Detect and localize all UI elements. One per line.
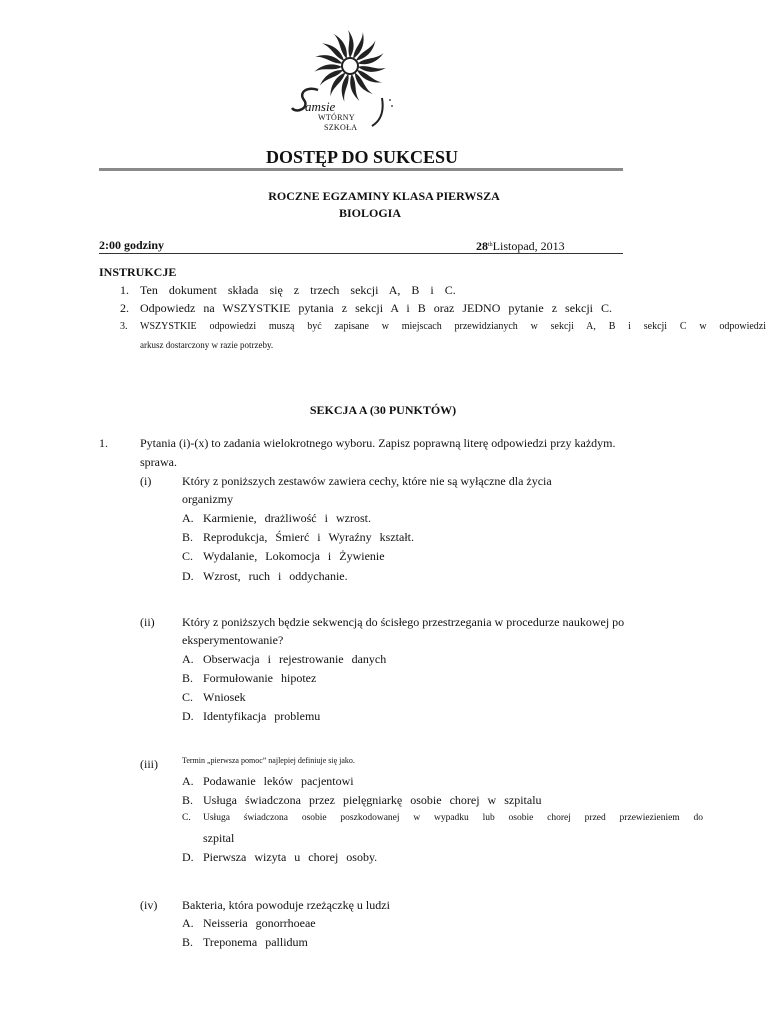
date-suffix: th	[488, 242, 493, 248]
date-rest: Listopad, 2013	[492, 239, 565, 253]
question-ii-text: Który z poniższych będzie sekwencją do ścisłego przestrzegania w procedurze naukowej po	[182, 615, 625, 629]
logo-text-name: amsie	[305, 99, 336, 114]
question-ii-option-c: C. Wniosek	[182, 690, 246, 704]
exam-subject: BIOLOGIA	[338, 206, 401, 220]
exam-subtitle: ROCZNE EGZAMINY KLASA PIERWSZA	[268, 189, 500, 203]
question-ii-option-d: D. Identyfikacja problemu	[182, 709, 321, 723]
instruction-num-1: 1.	[120, 283, 129, 297]
question-1-intro-cont: sprawa.	[140, 455, 177, 469]
question-i-text: Który z poniższych zestawów zawiera cechy, które nie są wyłączne dla życia	[182, 474, 552, 488]
question-iv-option-b: B. Treponema pallidum	[182, 935, 308, 949]
logo-text-type: WTÓRNY	[318, 113, 355, 122]
section-a-heading: SEKCJA A (30 PUNKTÓW)	[309, 403, 457, 417]
question-iii-option-d: D. Pierwsza wizyta u chorej osoby.	[182, 850, 378, 864]
instruction-text-2: Odpowiedz na WSZYSTKIE pytania z sekcji A i B oraz JEDNO pytanie z sekcji C.	[140, 301, 613, 315]
question-i-text-cont: organizmy	[182, 492, 234, 506]
instruction-text-3-cont: arkusz dostarczony w razie potrzeby.	[140, 340, 274, 350]
question-i-num: (i)	[140, 474, 152, 488]
question-i-option-a: A. Karmienie, drażliwość i wzrost.	[182, 511, 371, 525]
question-i-option-b: B. Reprodukcja, Śmierć i Wyraźny kształt.	[182, 530, 414, 544]
instruction-num-2: 2.	[120, 301, 129, 315]
exam-date	[476, 238, 565, 253]
question-ii-option-a: A. Obserwacja i rejestrowanie danych	[182, 652, 387, 666]
question-iii-num: (iii)	[140, 757, 158, 771]
question-i-option-d: D. Wzrost, ruch i oddychanie.	[182, 569, 348, 583]
title-rule	[99, 168, 623, 171]
school-logo	[288, 28, 408, 136]
question-ii-text-cont: eksperymentowanie?	[182, 633, 284, 647]
question-ii-num: (ii)	[140, 615, 155, 629]
page-title: DOSTĘP DO SUKCESU	[265, 147, 459, 167]
exam-duration: 2:00 godziny	[99, 238, 165, 252]
question-iv-option-a: A. Neisseria gonorrhoeae	[182, 916, 316, 930]
header-rule	[99, 253, 623, 254]
question-iii-text: Termin „pierwsza pomoc” najlepiej definiuje się jako.	[182, 756, 355, 765]
logo-text-school: SZKOŁA	[324, 123, 358, 132]
instruction-text-3: WSZYSTKIE odpowiedzi muszą być zapisane w miejscach przewidzianych w sekcji A, B i sekcji C w odpowiedzi	[140, 321, 766, 332]
instructions-heading: INSTRUKCJE	[99, 265, 177, 279]
question-1-num: 1.	[99, 436, 108, 450]
question-1-intro: Pytania (i)-(x) to zadania wielokrotnego wyboru. Zapisz poprawną literę odpowiedzi przy każdym.	[140, 436, 616, 450]
question-iii-option-b: B. Usługa świadczona przez pielęgniarkę osobie chorej w szpitalu	[182, 793, 542, 807]
question-iii-option-c: C. Usługa świadczona osobie poszkodowanej w wypadku lub osobie chorej przed przewiezieniem do	[182, 813, 703, 823]
question-iv-num: (iv)	[140, 898, 158, 912]
swash-j-icon	[366, 96, 396, 136]
question-i-option-c: C. Wydalanie, Lokomocja i Żywienie	[182, 549, 385, 563]
question-iii-option-a: A. Podawanie leków pacjentowi	[182, 774, 354, 788]
date-day: 28	[476, 239, 488, 253]
instruction-text-1: Ten dokument składa się z trzech sekcji A, B i C.	[140, 283, 456, 297]
question-iii-option-c-cont: szpital	[203, 831, 235, 845]
instruction-num-3: 3.	[120, 321, 128, 332]
question-iv-text: Bakteria, która powoduje rzeżączkę u ludzi	[182, 898, 390, 912]
question-ii-option-b: B. Formułowanie hipotez	[182, 671, 317, 685]
